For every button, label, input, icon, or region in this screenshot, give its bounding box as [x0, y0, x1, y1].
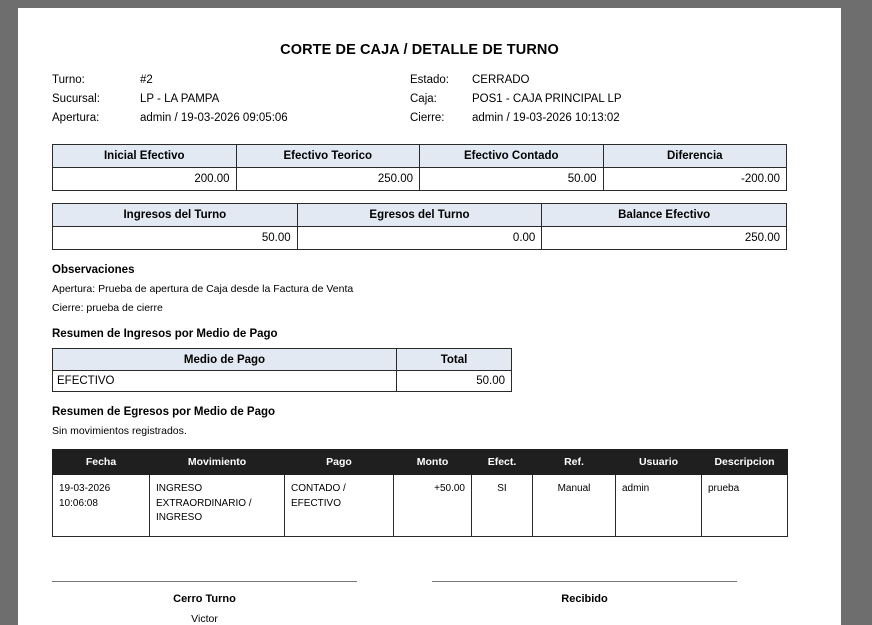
observaciones-heading: Observaciones [52, 264, 135, 276]
cell-medio-de-pago: EFECTIVO [53, 371, 397, 392]
col-header-monto: Monto [394, 450, 472, 475]
sucursal-label: Sucursal: [52, 93, 100, 105]
turno-value: #2 [140, 74, 153, 86]
info-row-turno-estado [52, 75, 787, 94]
table-header-row [53, 145, 787, 168]
cell-diferencia: -200.00 [603, 168, 787, 191]
table-header-row [53, 450, 788, 475]
signature-line [432, 581, 737, 582]
turno-label: Turno: [52, 74, 85, 86]
col-header-usuario: Usuario [616, 450, 702, 475]
cell-efect: SI [472, 475, 533, 537]
egresos-medio-pago-heading: Resumen de Egresos por Medio de Pago [52, 406, 276, 418]
apertura-label: Apertura: [52, 112, 100, 124]
signature-line [52, 581, 357, 582]
estado-label: Estado: [410, 74, 449, 86]
page-title: CORTE DE CAJA / DETALLE DE TURNO [280, 42, 559, 58]
apertura-value: admin / 19-03-2026 09:05:06 [140, 112, 288, 124]
signature-name-left: Victor [191, 613, 218, 625]
table-row [53, 371, 512, 392]
cell-fecha [53, 475, 150, 537]
ingresos-medio-pago-heading: Resumen de Ingresos por Medio de Pago [52, 328, 278, 340]
observaciones-apertura-text: Apertura: Prueba de apertura de Caja desde la Factura de Venta [52, 283, 354, 295]
col-header-movimiento: Movimiento [150, 450, 285, 475]
col-header-diferencia: Diferencia [603, 145, 787, 168]
ingresos-medio-pago-table [52, 348, 512, 392]
table-header-row [53, 204, 787, 227]
cell-descripcion: prueba [702, 475, 788, 537]
signature-block-recibido [432, 581, 737, 625]
cell-ingresos-turno: 50.00 [53, 227, 298, 250]
document-body [52, 8, 787, 625]
col-header-efectivo-contado: Efectivo Contado [420, 145, 604, 168]
col-header-efect: Efect. [472, 450, 533, 475]
signature-section [52, 581, 787, 625]
col-header-total: Total [397, 349, 512, 371]
fecha-time: 10:06:08 [59, 497, 98, 509]
pago-line-1: CONTADO / [291, 483, 346, 494]
cell-pago [285, 475, 394, 537]
col-header-medio-de-pago: Medio de Pago [53, 349, 397, 371]
col-header-egresos-turno: Egresos del Turno [297, 204, 542, 227]
cell-efectivo-teorico: 250.00 [236, 168, 420, 191]
caja-label: Caja: [410, 93, 437, 105]
cell-balance-efectivo: 250.00 [542, 227, 787, 250]
col-header-pago: Pago [285, 450, 394, 475]
movimiento-line-1: INGRESO [156, 483, 203, 494]
cierre-label: Cierre: [410, 112, 445, 124]
egresos-empty-message: Sin movimientos registrados. [52, 425, 187, 437]
cell-monto: +50.00 [394, 475, 472, 537]
movimientos-table [52, 449, 788, 537]
turn-summary-table [52, 203, 787, 250]
info-row-apertura-cierre [52, 113, 787, 132]
col-header-inicial-efectivo: Inicial Efectivo [53, 145, 237, 168]
cell-usuario: admin [616, 475, 702, 537]
table-row [53, 168, 787, 191]
table-header-row [53, 349, 512, 371]
info-row-sucursal-caja [52, 94, 787, 113]
paper-page [18, 8, 841, 625]
table-row [53, 227, 787, 250]
col-header-ingresos-turno: Ingresos del Turno [53, 204, 298, 227]
movimiento-line-2: EXTRAORDINARIO / [156, 497, 252, 509]
fecha-date: 19-03-2026 [59, 483, 111, 494]
observaciones-cierre-text: Cierre: prueba de cierre [52, 302, 163, 314]
col-header-ref: Ref. [533, 450, 616, 475]
table-row [53, 475, 788, 537]
cell-efectivo-contado: 50.00 [420, 168, 604, 191]
col-header-balance-efectivo: Balance Efectivo [542, 204, 787, 227]
cell-movimiento [150, 475, 285, 537]
movimiento-line-3: INGRESO [156, 512, 203, 523]
col-header-descripcion: Descripcion [702, 450, 788, 475]
signature-title-right: Recibido [561, 593, 608, 605]
cell-total: 50.00 [397, 371, 512, 392]
signature-block-cerro-turno [52, 581, 357, 625]
col-header-efectivo-teorico: Efectivo Teorico [236, 145, 420, 168]
cierre-value: admin / 19-03-2026 10:13:02 [472, 112, 620, 124]
caja-value: POS1 - CAJA PRINCIPAL LP [472, 93, 622, 105]
cell-inicial-efectivo: 200.00 [53, 168, 237, 191]
shift-info-block [52, 75, 787, 132]
cell-egresos-turno: 0.00 [297, 227, 542, 250]
cell-ref: Manual [533, 475, 616, 537]
col-header-fecha: Fecha [53, 450, 150, 475]
signature-title-left: Cerro Turno [173, 593, 236, 605]
estado-value: CERRADO [472, 74, 530, 86]
cash-summary-table [52, 144, 787, 191]
sucursal-value: LP - LA PAMPA [140, 93, 220, 105]
pago-line-2: EFECTIVO [291, 497, 342, 509]
